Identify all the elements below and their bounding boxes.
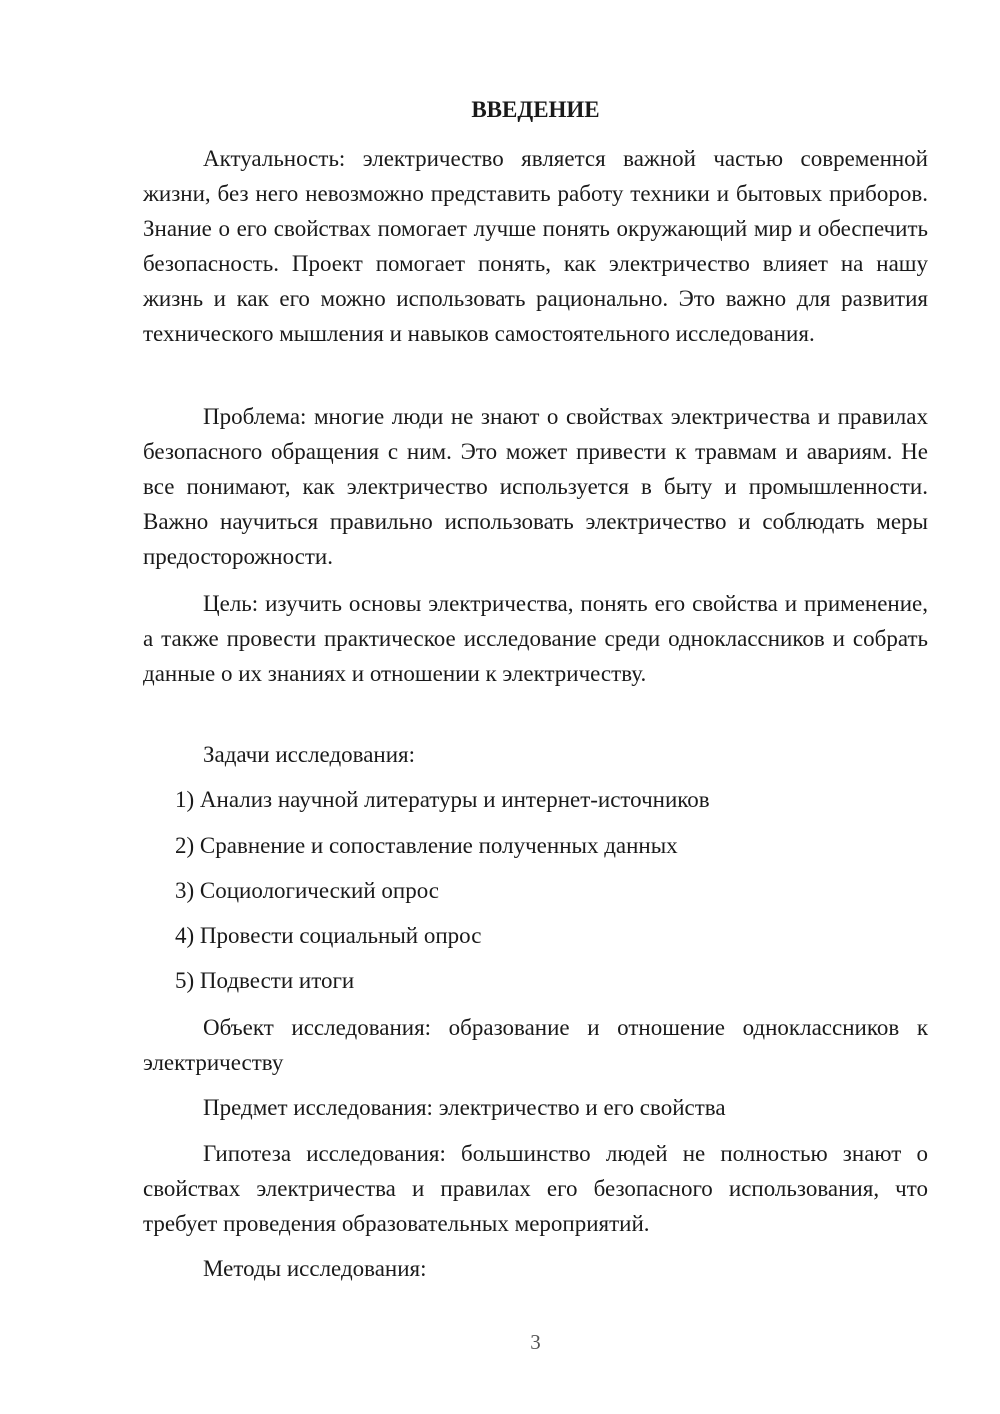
document-page	[143, 0, 928, 1414]
page-heading: ВВЕДЕНИЕ	[471, 97, 600, 122]
page-number: 3	[530, 1330, 541, 1354]
task-item: 2) Сравнение и сопоставление полученных данных	[175, 833, 678, 858]
task-item: 1) Анализ научной литературы и интернет-источников	[175, 787, 710, 812]
subject-paragraph: Предмет исследования: электричество и его свойства	[203, 1095, 726, 1120]
task-item: 3) Социологический опрос	[175, 878, 439, 903]
hypothesis-paragraph: Гипотеза исследования: большинство людей не полностью знают о свойствах электричества и правилах его безопасного использования, что требует проведения образовательных мероприятий.	[143, 1141, 928, 1236]
task-item: 5) Подвести итоги	[175, 968, 355, 993]
goal-paragraph: Цель: изучить основы электричества, понять его свойства и применение, а также провести практическое исследование среди одноклассников и собрать данные о их знаниях и отношении к электричеству.	[143, 591, 928, 686]
relevance-paragraph: Актуальность: электричество является важной частью современной жизни, без него невозможно представить работу техники и бытовых приборов. Знание о его свойствах помогает лучше понять окружающий мир и обеспечить безопасность. Проект помогает понять, как электричество влияет на нашу жизнь и как его можно использовать рационально. Это важно для развития технического мышления и навыков самостоятельного исследования.	[143, 146, 928, 346]
problem-paragraph: Проблема: многие люди не знают о свойствах электричества и правилах безопасного обращения с ним. Это может привести к травмам и авариям. Не все понимают, как электричество используется в быту и промышленности. Важно научиться правильно использовать электричество и соблюдать меры предосторожности.	[143, 404, 928, 569]
object-paragraph: Объект исследования: образование и отношение одноклассников к электричеству	[143, 1015, 928, 1075]
tasks-title: Задачи исследования:	[203, 742, 416, 767]
methods-title: Методы исследования:	[203, 1256, 427, 1281]
task-item: 4) Провести социальный опрос	[175, 923, 482, 948]
